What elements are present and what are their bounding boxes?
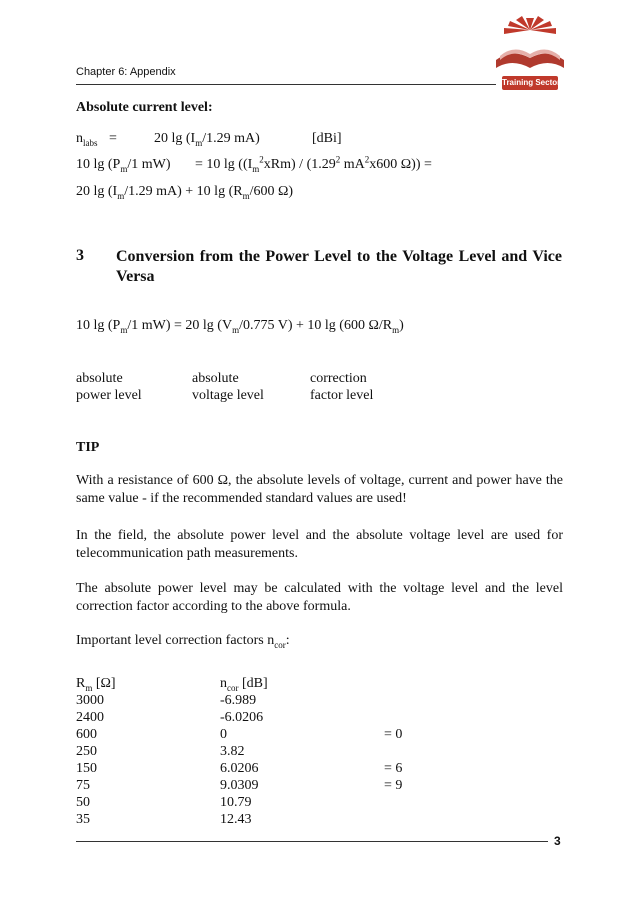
training-sector-logo xyxy=(486,16,574,96)
table-cell-n: 0 xyxy=(220,727,227,742)
tip-paragraph-3: The absolute power level may be calculated with the voltage level and the level correction factor according to the above formula. xyxy=(76,581,563,614)
table-cell-note: = 0 xyxy=(384,727,403,742)
current-level-line2-left: 10 $\lg (P_m/1$ mW) xyxy=(76,157,171,174)
tip-paragraph-1: With a resistance of 600 Ω, the absolute levels of voltage, current and power have the same value - if the recommended standard values are used! xyxy=(76,473,563,506)
table-cell-n: -6.989 xyxy=(220,693,257,708)
conversion-formula: 10 $\lg (P_m/1$ mW) = 20 $\lg (V_m/0.775$ V) + 10 lg (600 $\Omega/R_m$) xyxy=(76,318,404,335)
table-cell-r: 250 xyxy=(76,744,97,759)
legend-correction: correction factor level xyxy=(310,371,374,403)
table-cell-note: = 9 xyxy=(384,778,403,793)
header-rule xyxy=(76,84,496,85)
factors-intro: Important level correction factors $n_{cor}$: xyxy=(76,633,290,650)
table-cell-r: 35 xyxy=(76,812,90,827)
current-level-line2-right: = 10 $\lg ((I_m^2xRm) / (1.29^2$ $mA^2x600$ Ω)) = xyxy=(195,154,432,174)
table-cell-r: 600 xyxy=(76,727,97,742)
chapter-header: Chapter 6: Appendix xyxy=(76,66,176,78)
table-cell-r: 150 xyxy=(76,761,97,776)
current-level-line1-label: $n_{labs}$ xyxy=(76,131,98,148)
table-cell-n: 6.0206 xyxy=(220,761,259,776)
current-level-heading: Absolute current level: xyxy=(76,100,213,115)
current-level-line1-unit: [dBi] xyxy=(312,131,342,146)
table-cell-n: 10.79 xyxy=(220,795,252,810)
table-cell-n: 9.0309 xyxy=(220,778,259,793)
current-level-line1-expr: 20 $\lg (I_m/1.29$ mA) xyxy=(154,131,260,148)
legend-voltage: absolute voltage level xyxy=(192,371,264,403)
table-header-ncor: $n_{cor}$ [dB] xyxy=(220,676,268,693)
footer-rule xyxy=(76,841,548,842)
current-level-line3: 20 $\lg (I_m/1.29$ mA) + 10 $\lg (R_m/600$ Ω) xyxy=(76,184,294,201)
current-level-line1-eq: = xyxy=(109,131,117,146)
table-cell-r: 2400 xyxy=(76,710,104,725)
table-cell-n: 3.82 xyxy=(220,744,245,759)
legend-power: absolute power level xyxy=(76,371,142,403)
table-cell-n: -6.0206 xyxy=(220,710,264,725)
table-cell-r: 3000 xyxy=(76,693,104,708)
logo-text: Training Sector xyxy=(502,78,561,87)
page-number: 3 xyxy=(554,834,561,848)
table-cell-note: = 6 xyxy=(384,761,403,776)
table-cell-r: 50 xyxy=(76,795,90,810)
table-cell-r: 75 xyxy=(76,778,90,793)
tip-heading: TIP xyxy=(76,440,100,455)
section-title: Conversion from the Power Level to the Voltage Level and Vice Versa xyxy=(116,248,562,285)
tip-paragraph-2: In the field, the absolute power level and the absolute voltage level are used for telecommunication path measurements. xyxy=(76,528,563,561)
table-header-rm: $R_m$ [Ω] xyxy=(76,676,116,693)
section-number: 3 xyxy=(76,247,84,264)
table-cell-n: 12.43 xyxy=(220,812,252,827)
